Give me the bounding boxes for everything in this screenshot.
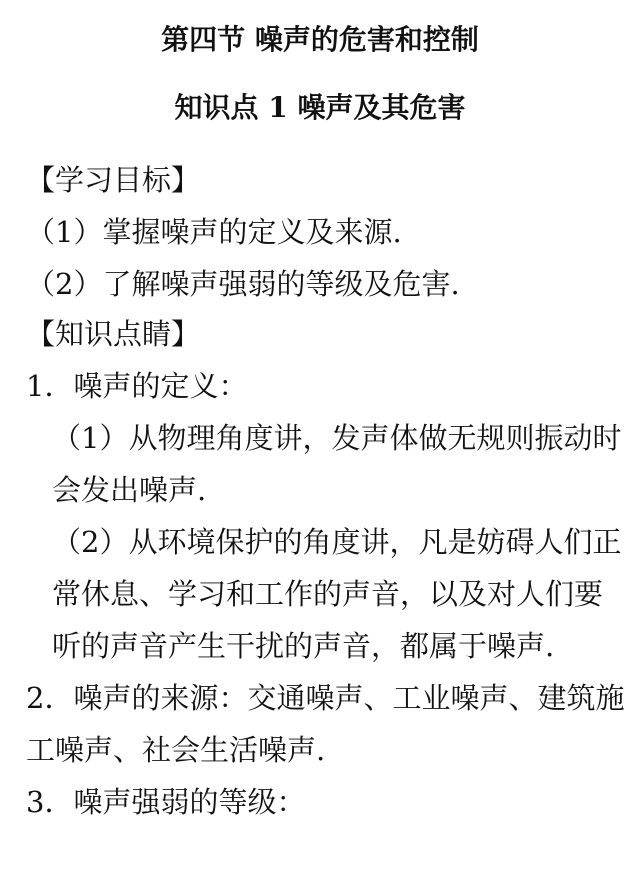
point1-heading: 1．噪声的定义： (26, 369, 248, 403)
point1-sub2-line2: 常休息、学习和工作的声音，以及对人们要 (52, 577, 604, 611)
point2-line2: 工噪声、社会生活噪声. (26, 733, 326, 767)
point3-heading: 3．噪声强弱的等级： (26, 785, 306, 819)
knowledge-heading: 【知识点睛】 (26, 317, 201, 351)
point1-sub1-line2: 会发出噪声. (52, 473, 207, 507)
objectives-heading: 【学习目标】 (26, 163, 201, 197)
point1-sub2-line1: （2）从环境保护的角度讲，凡是妨碍人们正 (52, 525, 622, 559)
point2-line1: 2．噪声的来源：交通噪声、工业噪声、建筑施 (26, 681, 625, 715)
point1-sub2-line3: 听的声音产生干扰的声音，都属于噪声. (52, 629, 555, 663)
objective-item-2: （2）了解噪声强弱的等级及危害. (26, 267, 460, 301)
objective-item-1: （1）掌握噪声的定义及来源. (26, 215, 402, 249)
subsection-title: 知识点 1 噪声及其危害 (174, 91, 466, 124)
section-title: 第四节 噪声的危害和控制 (161, 23, 479, 56)
point1-sub1-line1: （1）从物理角度讲，发声体做无规则振动时 (52, 421, 622, 455)
